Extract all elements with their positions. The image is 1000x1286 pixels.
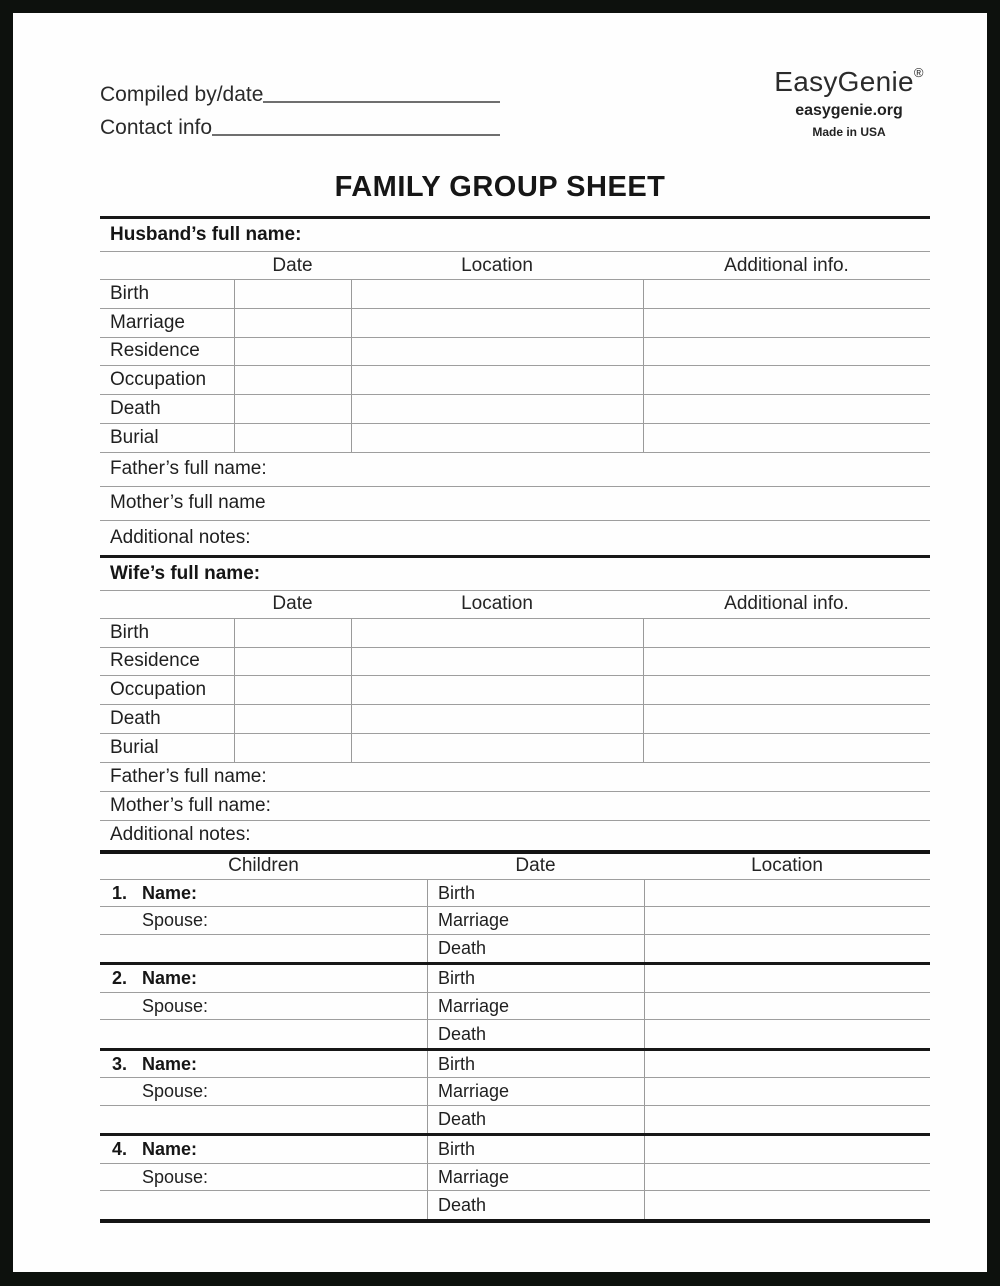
child-1-birth-label: Birth <box>427 880 644 907</box>
wife-burial-row <box>100 734 930 763</box>
child-4-name-label: Name: <box>142 1139 198 1160</box>
wife-occupation-row <box>100 676 930 705</box>
child-2-extra-cell[interactable] <box>100 1020 427 1048</box>
wife-occupation-date-cell[interactable] <box>234 676 351 704</box>
child-3-death-label: Death <box>427 1106 644 1134</box>
children-columns-header <box>100 854 930 880</box>
child-3-birth-label: Birth <box>427 1051 644 1078</box>
husband-death-date-cell[interactable] <box>234 395 351 423</box>
family-group-sheet <box>13 13 987 1272</box>
brand-website: easygenie.org <box>795 102 903 119</box>
child-1-number: 1. <box>112 882 128 903</box>
husband-burial-location-cell[interactable] <box>351 424 643 452</box>
child-1-death-location-cell[interactable] <box>644 935 930 963</box>
contact-info-row <box>100 106 500 139</box>
child-4-death-location-cell[interactable] <box>644 1191 930 1219</box>
child-4-name-cell[interactable] <box>100 1136 427 1163</box>
husband-residence-additional-cell[interactable] <box>643 338 930 366</box>
wife-burial-date-cell[interactable] <box>234 734 351 762</box>
child-3-name-label: Name: <box>142 1053 198 1074</box>
child-2-spouse-cell[interactable] <box>100 993 427 1020</box>
husband-burial-date-cell[interactable] <box>234 424 351 452</box>
child-2-death-label: Death <box>427 1020 644 1048</box>
registered-mark: ® <box>913 65 924 80</box>
child-2-name-row <box>100 965 930 993</box>
wife-occupation-location-cell[interactable] <box>351 676 643 704</box>
child-2-death-location-cell[interactable] <box>644 1020 930 1048</box>
child-4-death-row <box>100 1191 930 1219</box>
wife-notes-label: Additional notes: <box>110 824 251 846</box>
husband-occupation-date-cell[interactable] <box>234 366 351 394</box>
child-2-spouse-row <box>100 993 930 1021</box>
child-1-marriage-label: Marriage <box>427 907 644 934</box>
wife-name-label: Wife’s full name: <box>110 562 261 584</box>
child-1-death-label: Death <box>427 935 644 963</box>
wife-birth-date-cell[interactable] <box>234 619 351 647</box>
wife-residence-row <box>100 648 930 677</box>
husband-mother-label: Mother’s full name <box>110 492 266 514</box>
wife-col-date: Date <box>272 593 313 615</box>
child-1-birth-location-cell[interactable] <box>644 880 930 907</box>
children-bottom-divider <box>100 1219 930 1223</box>
contact-info-fill-line[interactable] <box>212 134 500 136</box>
husband-mother-row[interactable] <box>100 487 930 521</box>
wife-birth-additional-cell[interactable] <box>643 619 930 647</box>
husband-col-additional: Additional info. <box>724 254 849 276</box>
husband-residence-row <box>100 338 930 367</box>
husband-death-label: Death <box>110 398 161 420</box>
husband-residence-date-cell[interactable] <box>234 338 351 366</box>
husband-birth-location-cell[interactable] <box>351 280 643 308</box>
husband-birth-additional-cell[interactable] <box>643 280 930 308</box>
wife-burial-location-cell[interactable] <box>351 734 643 762</box>
child-4-death-label: Death <box>427 1191 644 1219</box>
husband-occupation-additional-cell[interactable] <box>643 366 930 394</box>
husband-name-row[interactable] <box>100 219 930 252</box>
child-2-death-row <box>100 1020 930 1048</box>
brand-name-text: EasyGenie <box>774 66 914 97</box>
child-3-death-location-cell[interactable] <box>644 1106 930 1134</box>
husband-notes-label: Additional notes: <box>110 526 251 548</box>
wife-residence-location-cell[interactable] <box>351 648 643 676</box>
child-2-name-cell[interactable] <box>100 965 427 992</box>
child-4-marriage-label: Marriage <box>427 1164 644 1191</box>
child-4-spouse-cell[interactable] <box>100 1164 427 1191</box>
compiled-by-label: Compiled by/date <box>100 82 264 106</box>
child-2-spouse-label: Spouse: <box>142 995 209 1016</box>
wife-birth-label: Birth <box>110 621 150 643</box>
husband-birth-date-cell[interactable] <box>234 280 351 308</box>
brand-name <box>759 65 939 98</box>
wife-col-location: Location <box>461 593 533 615</box>
husband-marriage-row <box>100 309 930 338</box>
wife-death-location-cell[interactable] <box>351 705 643 733</box>
wife-father-row[interactable] <box>100 763 930 792</box>
child-3-marriage-location-cell[interactable] <box>644 1078 930 1105</box>
child-1-name-cell[interactable] <box>100 880 427 907</box>
child-2-marriage-label: Marriage <box>427 993 644 1020</box>
wife-burial-label: Burial <box>110 736 159 758</box>
child-3-birth-location-cell[interactable] <box>644 1051 930 1078</box>
children-col-date: Date <box>515 855 556 877</box>
husband-marriage-location-cell[interactable] <box>351 309 643 337</box>
husband-residence-location-cell[interactable] <box>351 338 643 366</box>
child-1-extra-cell[interactable] <box>100 935 427 963</box>
husband-death-additional-cell[interactable] <box>643 395 930 423</box>
wife-birth-row <box>100 619 930 648</box>
child-2-number: 2. <box>112 968 128 989</box>
child-2-birth-location-cell[interactable] <box>644 965 930 992</box>
compiled-by-row <box>100 73 500 106</box>
compiled-block <box>100 73 500 139</box>
husband-father-label: Father’s full name: <box>110 458 267 480</box>
child-3-extra-cell[interactable] <box>100 1106 427 1134</box>
child-4-birth-label: Birth <box>427 1136 644 1163</box>
child-1-death-row <box>100 935 930 963</box>
children-col-children: Children <box>228 855 299 877</box>
husband-col-date: Date <box>272 254 313 276</box>
child-4-extra-cell[interactable] <box>100 1191 427 1219</box>
wife-death-label: Death <box>110 708 161 730</box>
husband-burial-additional-cell[interactable] <box>643 424 930 452</box>
page-title: FAMILY GROUP SHEET <box>334 171 666 203</box>
husband-marriage-date-cell[interactable] <box>234 309 351 337</box>
wife-notes-row[interactable] <box>100 821 930 850</box>
compiled-by-fill-line[interactable] <box>263 101 500 103</box>
wife-occupation-additional-cell[interactable] <box>643 676 930 704</box>
child-1-spouse-row <box>100 907 930 935</box>
husband-occupation-location-cell[interactable] <box>351 366 643 394</box>
child-4-spouse-row <box>100 1164 930 1192</box>
husband-birth-label: Birth <box>110 282 150 304</box>
child-2-birth-label: Birth <box>427 965 644 992</box>
child-3-spouse-label: Spouse: <box>142 1081 209 1102</box>
brand-block <box>759 65 939 139</box>
child-3-number: 3. <box>112 1053 128 1074</box>
wife-death-row <box>100 705 930 734</box>
child-3-name-cell[interactable] <box>100 1051 427 1078</box>
wife-residence-label: Residence <box>110 650 200 672</box>
child-2-marriage-location-cell[interactable] <box>644 993 930 1020</box>
sheet-header <box>13 13 987 165</box>
husband-father-row[interactable] <box>100 453 930 487</box>
husband-birth-row <box>100 280 930 309</box>
husband-burial-row <box>100 424 930 453</box>
child-4-marriage-location-cell[interactable] <box>644 1164 930 1191</box>
child-3-name-row <box>100 1051 930 1079</box>
husband-name-label: Husband’s full name: <box>110 224 302 245</box>
child-2-name-label: Name: <box>142 968 198 989</box>
wife-residence-additional-cell[interactable] <box>643 648 930 676</box>
wife-col-additional: Additional info. <box>724 593 849 615</box>
child-4-number: 4. <box>112 1139 128 1160</box>
wife-father-label: Father’s full name: <box>110 765 267 787</box>
child-4-birth-location-cell[interactable] <box>644 1136 930 1163</box>
wife-residence-date-cell[interactable] <box>234 648 351 676</box>
form-body <box>100 216 930 1223</box>
wife-columns-header <box>100 591 930 619</box>
child-1-spouse-label: Spouse: <box>142 910 209 931</box>
child-1-spouse-cell[interactable] <box>100 907 427 934</box>
husband-marriage-additional-cell[interactable] <box>643 309 930 337</box>
child-4-name-row <box>100 1136 930 1164</box>
wife-occupation-label: Occupation <box>110 679 207 701</box>
husband-death-location-cell[interactable] <box>351 395 643 423</box>
husband-occupation-row <box>100 366 930 395</box>
wife-burial-additional-cell[interactable] <box>643 734 930 762</box>
wife-death-additional-cell[interactable] <box>643 705 930 733</box>
husband-marriage-label: Marriage <box>110 311 185 333</box>
wife-name-row[interactable] <box>100 558 930 591</box>
child-1-name-label: Name: <box>142 882 198 903</box>
wife-birth-location-cell[interactable] <box>351 619 643 647</box>
child-1-name-row <box>100 880 930 908</box>
child-3-death-row <box>100 1106 930 1134</box>
child-1-marriage-location-cell[interactable] <box>644 907 930 934</box>
children-col-location: Location <box>751 855 823 877</box>
husband-columns-header <box>100 252 930 280</box>
husband-col-location: Location <box>461 254 533 276</box>
husband-notes-row[interactable] <box>100 521 930 555</box>
husband-occupation-label: Occupation <box>110 369 207 391</box>
child-3-spouse-row <box>100 1078 930 1106</box>
contact-info-label: Contact info <box>100 115 213 139</box>
child-4-spouse-label: Spouse: <box>142 1166 209 1187</box>
child-3-spouse-cell[interactable] <box>100 1078 427 1105</box>
husband-death-row <box>100 395 930 424</box>
husband-residence-label: Residence <box>110 340 200 362</box>
husband-burial-label: Burial <box>110 426 159 448</box>
wife-death-date-cell[interactable] <box>234 705 351 733</box>
wife-mother-label: Mother’s full name: <box>110 794 271 816</box>
brand-made-in: Made in USA <box>812 125 886 139</box>
child-3-marriage-label: Marriage <box>427 1078 644 1105</box>
wife-mother-row[interactable] <box>100 792 930 821</box>
